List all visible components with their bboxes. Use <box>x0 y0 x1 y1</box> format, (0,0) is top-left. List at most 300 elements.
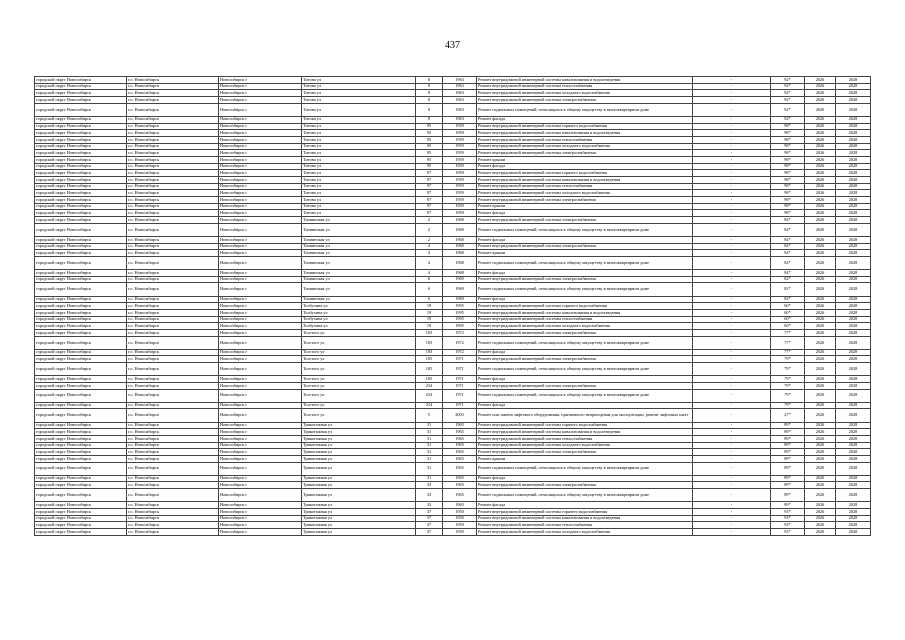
locality-cell: Новосибирск г <box>219 136 302 143</box>
end-year-cell: 2028 <box>836 349 871 356</box>
work-type-cell: Ремонт внутридомовой инженерной системы электроснабжения <box>477 330 693 337</box>
house-number-cell: 95 <box>416 150 443 157</box>
house-number-cell: 4 <box>416 270 443 277</box>
start-year-cell: 2026 <box>805 250 836 257</box>
work-type-cell: Ремонт фасада <box>477 502 693 509</box>
planned-year-cell: 89* <box>771 449 805 456</box>
work-type-cell: Ремонт внутридомовой инженерной системы канализования и водоотведения <box>477 77 693 84</box>
work-type-cell: Ремонт фасада <box>477 270 693 277</box>
work-type-cell: Ремонт внутридомовой инженерной системы электроснабжения <box>477 197 693 204</box>
municipality-cell: г.о. Новосибирск <box>127 210 219 217</box>
municipality-cell: г.о. Новосибирск <box>127 462 219 475</box>
district-cell: городской округ Новосибирск <box>35 177 127 184</box>
work-type-cell: Ремонт подвальных помещений, относящихся к общему имуществу в многоквартирном доме <box>477 223 693 236</box>
build-year-cell: 1959 <box>443 210 477 217</box>
district-cell: городской округ Новосибирск <box>35 77 127 84</box>
house-number-cell: 183 <box>416 330 443 337</box>
planned-year-cell: 82* <box>771 296 805 303</box>
table-row <box>35 177 871 184</box>
street-cell: Титова ул <box>302 143 416 150</box>
planned-year-cell: 60* <box>771 303 805 310</box>
cost-cell: - <box>693 203 771 210</box>
street-cell: Титова ул <box>302 170 416 177</box>
table-row <box>35 323 871 330</box>
start-year-cell: 2026 <box>805 528 836 535</box>
cost-cell: - <box>693 349 771 356</box>
end-year-cell: 2028 <box>836 97 871 104</box>
build-year-cell: 1959 <box>443 156 477 163</box>
municipality-cell: г.о. Новосибирск <box>127 116 219 123</box>
locality-cell: Новосибирск г <box>219 156 302 163</box>
planned-year-cell: 93* <box>771 508 805 515</box>
locality-cell: Новосибирск г <box>219 276 302 283</box>
work-type-cell: Ремонт крыши <box>477 455 693 462</box>
start-year-cell: 2026 <box>805 502 836 509</box>
start-year-cell: 2026 <box>805 409 836 422</box>
street-cell: Титова ул <box>302 163 416 170</box>
table-row <box>35 143 871 150</box>
work-type-cell: Ремонт внутридомовой инженерной системы теплоснабжения <box>477 136 693 143</box>
planned-year-cell: 93* <box>771 515 805 522</box>
municipality-cell: г.о. Новосибирск <box>127 442 219 449</box>
planned-year-cell: 93* <box>771 528 805 535</box>
end-year-cell: 2028 <box>836 283 871 296</box>
house-number-cell: 19 <box>416 323 443 330</box>
street-cell: Толстого ул <box>302 389 416 402</box>
start-year-cell: 2026 <box>805 462 836 475</box>
build-year-cell: 1969 <box>443 283 477 296</box>
house-number-cell: 234 <box>416 382 443 389</box>
build-year-cell: 1965 <box>443 422 477 429</box>
street-cell: Толстого ул <box>302 330 416 337</box>
end-year-cell: 2028 <box>836 170 871 177</box>
table-row <box>35 402 871 409</box>
district-cell: городской округ Новосибирск <box>35 323 127 330</box>
table-row <box>35 482 871 489</box>
locality-cell: Новосибирск г <box>219 382 302 389</box>
end-year-cell: 2028 <box>836 236 871 243</box>
cost-cell: - <box>693 336 771 349</box>
district-cell: городской округ Новосибирск <box>35 250 127 257</box>
municipality-cell: г.о. Новосибирск <box>127 336 219 349</box>
table-row <box>35 197 871 204</box>
street-cell: Трикотажная ул <box>302 422 416 429</box>
cost-cell: - <box>693 270 771 277</box>
build-year-cell: 1963 <box>443 97 477 104</box>
table-row <box>35 183 871 190</box>
municipality-cell: г.о. Новосибирск <box>127 356 219 363</box>
locality-cell: Новосибирск г <box>219 236 302 243</box>
locality-cell: Новосибирск г <box>219 97 302 104</box>
table-row <box>35 236 871 243</box>
cost-cell: - <box>693 177 771 184</box>
table-row <box>35 270 871 277</box>
locality-cell: Новосибирск г <box>219 309 302 316</box>
repair-schedule-table <box>34 76 871 536</box>
end-year-cell: 2028 <box>836 316 871 323</box>
house-number-cell: 31 <box>416 422 443 429</box>
district-cell: городской округ Новосибирск <box>35 123 127 130</box>
municipality-cell: г.о. Новосибирск <box>127 515 219 522</box>
planned-year-cell: 79* <box>771 376 805 383</box>
cost-cell: - <box>693 515 771 522</box>
house-number-cell: 2 <box>416 236 443 243</box>
work-type-cell: Ремонт внутридомовой инженерной системы электроснабжения <box>477 97 693 104</box>
build-year-cell: 1959 <box>443 143 477 150</box>
end-year-cell: 2028 <box>836 356 871 363</box>
end-year-cell: 2028 <box>836 197 871 204</box>
locality-cell: Новосибирск г <box>219 130 302 137</box>
start-year-cell: 2026 <box>805 83 836 90</box>
district-cell: городской округ Новосибирск <box>35 156 127 163</box>
street-cell: Тихвинская ул <box>302 250 416 257</box>
start-year-cell: 2026 <box>805 177 836 184</box>
house-number-cell: 37 <box>416 522 443 529</box>
district-cell: городской округ Новосибирск <box>35 197 127 204</box>
work-type-cell: Ремонт внутридомовой инженерной системы канализования и водоотведения <box>477 177 693 184</box>
house-number-cell: 4 <box>416 250 443 257</box>
street-cell: Тихвинская ул <box>302 217 416 224</box>
work-type-cell: Ремонт внутридомовой инженерной системы электроснабжения <box>477 276 693 283</box>
locality-cell: Новосибирск г <box>219 296 302 303</box>
locality-cell: Новосибирск г <box>219 203 302 210</box>
house-number-cell: 19 <box>416 316 443 323</box>
municipality-cell: г.о. Новосибирск <box>127 475 219 482</box>
table-row <box>35 136 871 143</box>
locality-cell: Новосибирск г <box>219 190 302 197</box>
work-type-cell: Ремонт подвальных помещений, относящихся к общему имуществу в многоквартирном доме <box>477 336 693 349</box>
end-year-cell: 2028 <box>836 123 871 130</box>
table-row <box>35 276 871 283</box>
district-cell: городской округ Новосибирск <box>35 475 127 482</box>
house-number-cell: 37 <box>416 508 443 515</box>
district-cell: городской округ Новосибирск <box>35 330 127 337</box>
house-number-cell: 37 <box>416 528 443 535</box>
locality-cell: Новосибирск г <box>219 83 302 90</box>
municipality-cell: г.о. Новосибирск <box>127 90 219 97</box>
district-cell: городской округ Новосибирск <box>35 183 127 190</box>
end-year-cell: 2028 <box>836 103 871 116</box>
build-year-cell: 1963 <box>443 83 477 90</box>
end-year-cell: 2028 <box>836 136 871 143</box>
end-year-cell: 2028 <box>836 435 871 442</box>
planned-year-cell: 98* <box>771 177 805 184</box>
start-year-cell: 2026 <box>805 136 836 143</box>
street-cell: Толбухина ул <box>302 303 416 310</box>
start-year-cell: 2026 <box>805 449 836 456</box>
build-year-cell: 1950 <box>443 508 477 515</box>
cost-cell: - <box>693 83 771 90</box>
start-year-cell: 2026 <box>805 389 836 402</box>
district-cell: городской округ Новосибирск <box>35 103 127 116</box>
municipality-cell: г.о. Новосибирск <box>127 323 219 330</box>
build-year-cell: 1995 <box>443 303 477 310</box>
work-type-cell: Ремонт фасада <box>477 210 693 217</box>
municipality-cell: г.о. Новосибирск <box>127 123 219 130</box>
street-cell: Титова ул <box>302 83 416 90</box>
end-year-cell: 2028 <box>836 156 871 163</box>
start-year-cell: 2026 <box>805 170 836 177</box>
start-year-cell: 2026 <box>805 435 836 442</box>
work-type-cell: Ремонт крыши <box>477 250 693 257</box>
planned-year-cell: 60* <box>771 316 805 323</box>
cost-cell: - <box>693 283 771 296</box>
end-year-cell: 2028 <box>836 442 871 449</box>
street-cell: Тихвинская ул <box>302 270 416 277</box>
locality-cell: Новосибирск г <box>219 257 302 270</box>
locality-cell: Новосибирск г <box>219 177 302 184</box>
street-cell: Титова ул <box>302 197 416 204</box>
district-cell: городской округ Новосибирск <box>35 190 127 197</box>
build-year-cell: 1959 <box>443 203 477 210</box>
house-number-cell: 8 <box>416 83 443 90</box>
build-year-cell: 1972 <box>443 349 477 356</box>
end-year-cell: 2028 <box>836 402 871 409</box>
street-cell: Тихвинская ул <box>302 243 416 250</box>
street-cell: Титова ул <box>302 190 416 197</box>
end-year-cell: 2028 <box>836 482 871 489</box>
locality-cell: Новосибирск г <box>219 363 302 376</box>
house-number-cell: 33 <box>416 482 443 489</box>
district-cell: городской округ Новосибирск <box>35 363 127 376</box>
work-type-cell: Ремонт внутридомовой инженерной системы холодного водоснабжения <box>477 90 693 97</box>
planned-year-cell: 79* <box>771 356 805 363</box>
municipality-cell: г.о. Новосибирск <box>127 303 219 310</box>
street-cell: Толстого ул <box>302 376 416 383</box>
municipality-cell: г.о. Новосибирск <box>127 156 219 163</box>
district-cell: городской округ Новосибирск <box>35 150 127 157</box>
municipality-cell: г.о. Новосибирск <box>127 203 219 210</box>
municipality-cell: г.о. Новосибирск <box>127 429 219 436</box>
street-cell: Трикотажная ул <box>302 508 416 515</box>
start-year-cell: 2026 <box>805 203 836 210</box>
planned-year-cell: 84* <box>771 257 805 270</box>
district-cell: городской округ Новосибирск <box>35 83 127 90</box>
planned-year-cell: 98* <box>771 143 805 150</box>
planned-year-cell: 98* <box>771 136 805 143</box>
street-cell: Титова ул <box>302 103 416 116</box>
municipality-cell: г.о. Новосибирск <box>127 77 219 84</box>
street-cell: Толстого ул <box>302 363 416 376</box>
build-year-cell: 1971 <box>443 356 477 363</box>
cost-cell: - <box>693 243 771 250</box>
house-number-cell: 95 <box>416 156 443 163</box>
end-year-cell: 2028 <box>836 130 871 137</box>
locality-cell: Новосибирск г <box>219 323 302 330</box>
cost-cell: - <box>693 489 771 502</box>
street-cell: Толстого ул <box>302 382 416 389</box>
street-cell: Титова ул <box>302 177 416 184</box>
cost-cell: - <box>693 197 771 204</box>
work-type-cell: Ремонт подвальных помещений, относящихся к общему имуществу в многоквартирном доме <box>477 462 693 475</box>
cost-cell: - <box>693 250 771 257</box>
build-year-cell: 1971 <box>443 363 477 376</box>
end-year-cell: 2028 <box>836 116 871 123</box>
locality-cell: Новосибирск г <box>219 449 302 456</box>
table-row <box>35 296 871 303</box>
planned-year-cell: 79* <box>771 363 805 376</box>
house-number-cell: 97 <box>416 170 443 177</box>
start-year-cell: 2026 <box>805 363 836 376</box>
district-cell: городской округ Новосибирск <box>35 243 127 250</box>
cost-cell: - <box>693 442 771 449</box>
municipality-cell: г.о. Новосибирск <box>127 170 219 177</box>
district-cell: городской округ Новосибирск <box>35 97 127 104</box>
cost-cell: - <box>693 462 771 475</box>
end-year-cell: 2028 <box>836 203 871 210</box>
district-cell: городской округ Новосибирск <box>35 270 127 277</box>
table-row <box>35 422 871 429</box>
locality-cell: Новосибирск г <box>219 150 302 157</box>
start-year-cell: 2026 <box>805 283 836 296</box>
house-number-cell: 8 <box>416 90 443 97</box>
work-type-cell: Ремонт подвальных помещений, относящихся к общему имуществу в многоквартирном доме <box>477 363 693 376</box>
work-type-cell: Ремонт внутридомовой инженерной системы канализования и водоотведения <box>477 429 693 436</box>
work-type-cell: Ремонт внутридомовой инженерной системы электроснабжения <box>477 482 693 489</box>
district-cell: городской округ Новосибирск <box>35 455 127 462</box>
build-year-cell: 1971 <box>443 389 477 402</box>
build-year-cell: 1965 <box>443 475 477 482</box>
district-cell: городской округ Новосибирск <box>35 130 127 137</box>
planned-year-cell: 98* <box>771 150 805 157</box>
build-year-cell: 1965 <box>443 449 477 456</box>
work-type-cell: Ремонт фасада <box>477 163 693 170</box>
street-cell: Трикотажная ул <box>302 515 416 522</box>
municipality-cell: г.о. Новосибирск <box>127 270 219 277</box>
start-year-cell: 2026 <box>805 77 836 84</box>
street-cell: Тихвинская ул <box>302 257 416 270</box>
district-cell: городской округ Новосибирск <box>35 389 127 402</box>
end-year-cell: 2028 <box>836 389 871 402</box>
district-cell: городской округ Новосибирск <box>35 163 127 170</box>
planned-year-cell: 79* <box>771 382 805 389</box>
table-row <box>35 170 871 177</box>
house-number-cell: 31 <box>416 429 443 436</box>
municipality-cell: г.о. Новосибирск <box>127 402 219 409</box>
work-type-cell: Ремонт подвальных помещений, относящихся к общему имуществу в многоквартирном доме <box>477 103 693 116</box>
locality-cell: Новосибирск г <box>219 515 302 522</box>
house-number-cell: 31 <box>416 455 443 462</box>
table-row <box>35 502 871 509</box>
end-year-cell: 2028 <box>836 296 871 303</box>
planned-year-cell: 84* <box>771 243 805 250</box>
end-year-cell: 2028 <box>836 429 871 436</box>
work-type-cell: Ремонт фасада <box>477 402 693 409</box>
build-year-cell: 1972 <box>443 330 477 337</box>
street-cell: Титова ул <box>302 210 416 217</box>
work-type-cell: Ремонт внутридомовой инженерной системы теплоснабжения <box>477 316 693 323</box>
build-year-cell: 1972 <box>443 336 477 349</box>
house-number-cell: 19 <box>416 303 443 310</box>
end-year-cell: 2028 <box>836 77 871 84</box>
house-number-cell: 8 <box>416 116 443 123</box>
municipality-cell: г.о. Новосибирск <box>127 250 219 257</box>
planned-year-cell: 60* <box>771 309 805 316</box>
locality-cell: Новосибирск г <box>219 475 302 482</box>
municipality-cell: г.о. Новосибирск <box>127 316 219 323</box>
work-type-cell: Ремонт внутридомовой инженерной системы теплоснабжения <box>477 522 693 529</box>
municipality-cell: г.о. Новосибирск <box>127 183 219 190</box>
planned-year-cell: 82* <box>771 276 805 283</box>
house-number-cell: 95 <box>416 130 443 137</box>
street-cell: Трикотажная ул <box>302 442 416 449</box>
table-row <box>35 409 871 422</box>
build-year-cell: 1968 <box>443 270 477 277</box>
street-cell: Трикотажная ул <box>302 429 416 436</box>
municipality-cell: г.о. Новосибирск <box>127 330 219 337</box>
start-year-cell: 2026 <box>805 143 836 150</box>
municipality-cell: г.о. Новосибирск <box>127 217 219 224</box>
municipality-cell: г.о. Новосибирск <box>127 150 219 157</box>
planned-year-cell: 89* <box>771 482 805 489</box>
end-year-cell: 2028 <box>836 330 871 337</box>
work-type-cell: Ремонт внутридомовой инженерной системы теплоснабжения <box>477 83 693 90</box>
street-cell: Трикотажная ул <box>302 462 416 475</box>
start-year-cell: 2026 <box>805 376 836 383</box>
end-year-cell: 2028 <box>836 462 871 475</box>
start-year-cell: 2026 <box>805 163 836 170</box>
planned-year-cell: 98* <box>771 190 805 197</box>
street-cell: Титова ул <box>302 203 416 210</box>
district-cell: городской округ Новосибирск <box>35 489 127 502</box>
start-year-cell: 2026 <box>805 243 836 250</box>
locality-cell: Новосибирск г <box>219 270 302 277</box>
build-year-cell: 1971 <box>443 376 477 383</box>
work-type-cell: Ремонт подвальных помещений, относящихся к общему имуществу в многоквартирном доме <box>477 489 693 502</box>
work-type-cell: Ремонт подвальных помещений, относящихся к общему имуществу в многоквартирном доме <box>477 283 693 296</box>
work-type-cell: Ремонт крыши <box>477 156 693 163</box>
work-type-cell: Ремонт фасада <box>477 376 693 383</box>
work-type-cell: Ремонт внутридомовой инженерной системы теплоснабжения <box>477 183 693 190</box>
district-cell: городской округ Новосибирск <box>35 462 127 475</box>
table-row <box>35 130 871 137</box>
municipality-cell: г.о. Новосибирск <box>127 177 219 184</box>
district-cell: городской округ Новосибирск <box>35 283 127 296</box>
municipality-cell: г.о. Новосибирск <box>127 376 219 383</box>
planned-year-cell: 98* <box>771 170 805 177</box>
table-row <box>35 116 871 123</box>
build-year-cell: 1959 <box>443 163 477 170</box>
street-cell: Трикотажная ул <box>302 528 416 535</box>
house-number-cell: 8 <box>416 103 443 116</box>
work-type-cell: Ремонт внутридомовой инженерной системы горячего водоснабжения <box>477 123 693 130</box>
planned-year-cell: 98* <box>771 203 805 210</box>
build-year-cell: 1965 <box>443 435 477 442</box>
start-year-cell: 2026 <box>805 382 836 389</box>
start-year-cell: 2026 <box>805 482 836 489</box>
cost-cell: - <box>693 409 771 422</box>
build-year-cell: 1959 <box>443 130 477 137</box>
planned-year-cell: 92* <box>771 77 805 84</box>
build-year-cell: 1959 <box>443 197 477 204</box>
start-year-cell: 2026 <box>805 442 836 449</box>
municipality-cell: г.о. Новосибирск <box>127 190 219 197</box>
table-row <box>35 303 871 310</box>
planned-year-cell: 77* <box>771 349 805 356</box>
cost-cell: - <box>693 303 771 310</box>
end-year-cell: 2028 <box>836 83 871 90</box>
end-year-cell: 2028 <box>836 217 871 224</box>
start-year-cell: 2026 <box>805 223 836 236</box>
municipality-cell: г.о. Новосибирск <box>127 276 219 283</box>
build-year-cell: 1963 <box>443 116 477 123</box>
start-year-cell: 2026 <box>805 422 836 429</box>
locality-cell: Новосибирск г <box>219 77 302 84</box>
work-type-cell: Ремонт внутридомовой инженерной системы горячего водоснабжения <box>477 422 693 429</box>
district-cell: городской округ Новосибирск <box>35 502 127 509</box>
street-cell: Трикотажная ул <box>302 435 416 442</box>
planned-year-cell: 92* <box>771 116 805 123</box>
